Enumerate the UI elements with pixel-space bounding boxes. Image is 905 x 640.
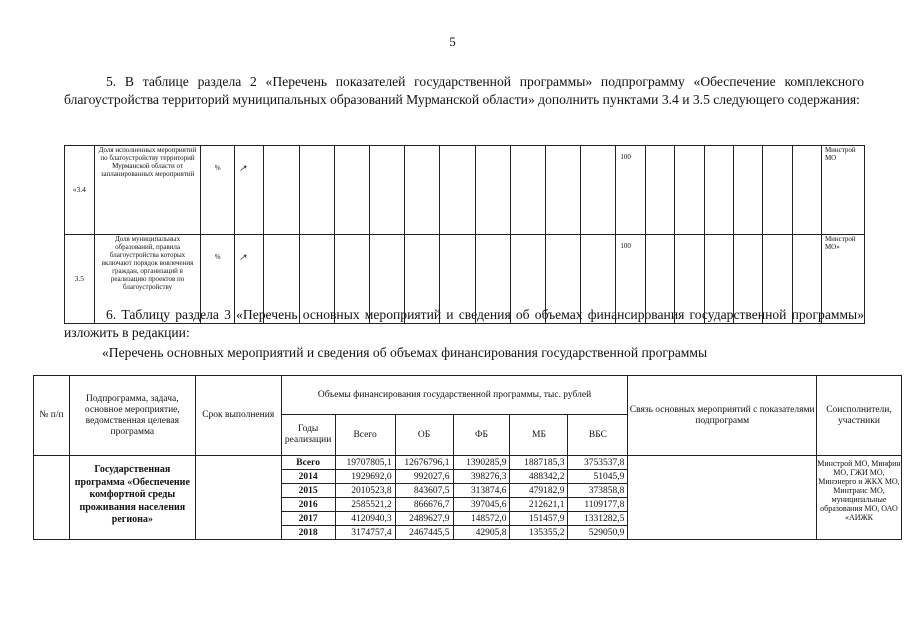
indicator-target-value: 100	[616, 235, 646, 324]
indicator-name: Доля муниципальных образований, правила благоустройства которых включают порядок вовлечения граждан, организаций в реализацию проектов по благоустройству	[94, 235, 201, 324]
fb-cell: 313874,6	[453, 484, 510, 498]
ob-cell: 2489627,9	[395, 512, 453, 526]
mb-cell: 212621,1	[510, 498, 568, 512]
header-vbs: ВБС	[568, 415, 628, 456]
link-cell	[628, 456, 817, 540]
coexecutors-cell: Минстрой МО, Минфин МО, ГЖИ МО, Минэнерго и ЖКХ МО, Минтранс МО, муниципальные образования МО, ОАО «АИЖК	[816, 456, 901, 540]
header-fb: ФБ	[453, 415, 510, 456]
header-total: Всего	[335, 415, 395, 456]
indicator-target-value: 100	[616, 146, 646, 235]
vbs-cell: 373858,8	[568, 484, 628, 498]
section-5-text: 5. В таблице раздела 2 «Перечень показателей государственной программы» подпрограмму «Обеспечение комплексного благоустройства территорий муниципальных образований Мурманской области» дополнить пунктами 3.4 и 3.5 следующего содержания:	[64, 74, 864, 107]
total-cell: 2585521,2	[335, 498, 395, 512]
header-mb: МБ	[510, 415, 568, 456]
page-number: 5	[449, 34, 456, 49]
indicator-row	[65, 146, 865, 235]
row-number-cell	[34, 456, 70, 540]
mb-cell: 488342,2	[510, 470, 568, 484]
header-term: Срок выполнения	[195, 376, 281, 456]
year-cell: 2018	[281, 526, 335, 540]
mb-cell: 479182,9	[510, 484, 568, 498]
header-ob: ОБ	[395, 415, 453, 456]
fb-cell: 397045,6	[453, 498, 510, 512]
mb-cell: 135355,2	[510, 526, 568, 540]
table-caption: «Перечень основных мероприятий и сведения об объемах финансирования государственной программы	[102, 345, 708, 360]
indicator-executor: Минстрой МО	[821, 146, 864, 235]
ob-cell: 843607,5	[395, 484, 453, 498]
total-cell: 4120940,3	[335, 512, 395, 526]
program-name: Государственная программа «Обеспечение комфортной среды проживания населения региона»	[69, 456, 195, 540]
year-cell: 2016	[281, 498, 335, 512]
ob-cell: 992027,6	[395, 470, 453, 484]
fb-cell: 398276,3	[453, 470, 510, 484]
indicators-table	[64, 145, 865, 324]
section-6-text: 6. Таблицу раздела 3 «Перечень основных мероприятий и сведения об объемах финансирования государственной программы» изложить в редакции:	[64, 307, 864, 340]
year-cell: 2017	[281, 512, 335, 526]
fb-cell: 1390285,9	[453, 456, 510, 470]
vbs-cell: 3753537,8	[568, 456, 628, 470]
total-cell: 1929692,0	[335, 470, 395, 484]
indicator-name: Доля исполненных мероприятий по благоустройству территорий Мурманской области от запланированных мероприятий	[94, 146, 201, 235]
total-cell: 19707805,1	[335, 456, 395, 470]
fb-cell: 148572,0	[453, 512, 510, 526]
header-num: № п/п	[34, 376, 70, 456]
total-cell: 2010523,8	[335, 484, 395, 498]
indicator-executor: Минстрой МО»	[821, 235, 864, 324]
total-cell: 3174757,4	[335, 526, 395, 540]
year-cell: 2014	[281, 470, 335, 484]
header-link: Связь основных мероприятий с показателями подпрограмм	[628, 376, 817, 456]
section-6-paragraph	[64, 306, 864, 342]
mb-cell: 151457,9	[510, 512, 568, 526]
header-coexecutors: Соисполнители, участники	[816, 376, 901, 456]
vbs-cell: 51045,9	[568, 470, 628, 484]
vbs-cell: 529050,9	[568, 526, 628, 540]
ob-cell: 12676796,1	[395, 456, 453, 470]
mb-cell: 1887185,3	[510, 456, 568, 470]
ob-cell: 866676,7	[395, 498, 453, 512]
term-cell	[195, 456, 281, 540]
header-program: Подпрограмма, задача, основное мероприятие, ведомственная целевая программа	[69, 376, 195, 456]
indicator-unit: %	[201, 146, 234, 235]
vbs-cell: 1109177,8	[568, 498, 628, 512]
table-row	[34, 456, 902, 470]
header-years: Годы реализации	[281, 415, 335, 456]
header-row	[34, 376, 902, 415]
indicator-unit: %	[201, 235, 234, 324]
indicator-number: 3.5	[65, 235, 95, 324]
year-cell: 2015	[281, 484, 335, 498]
trend-up-icon: ↗	[234, 146, 264, 235]
section-5-paragraph	[64, 73, 864, 109]
fb-cell: 42905,8	[453, 526, 510, 540]
year-cell: Всего	[281, 456, 335, 470]
financing-table	[33, 375, 902, 540]
ob-cell: 2467445,5	[395, 526, 453, 540]
trend-up-icon: ↗	[234, 235, 264, 324]
indicator-number: «3.4	[65, 146, 95, 235]
header-financing: Объемы финансирования государственной программы, тыс. рублей	[281, 376, 628, 415]
vbs-cell: 1331282,5	[568, 512, 628, 526]
